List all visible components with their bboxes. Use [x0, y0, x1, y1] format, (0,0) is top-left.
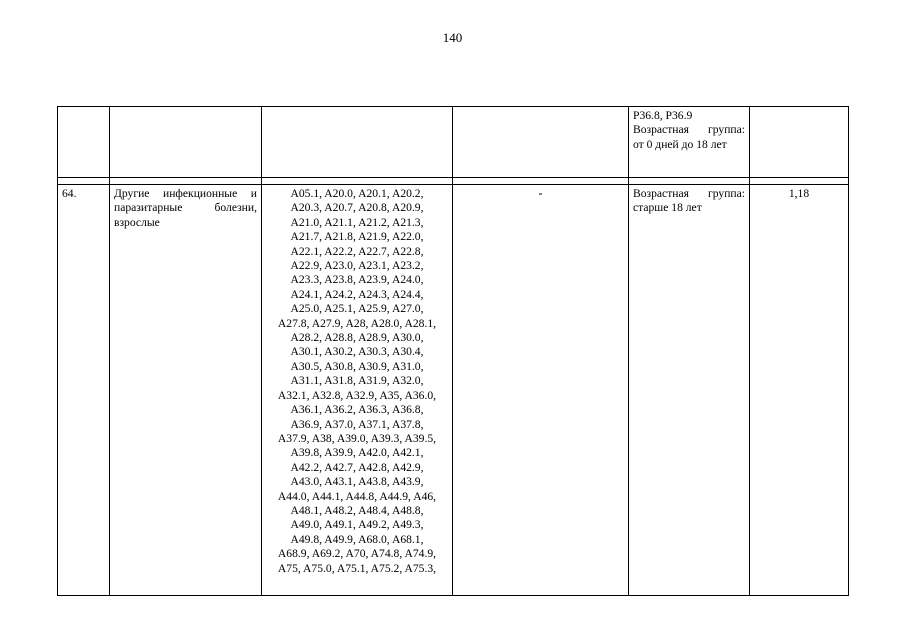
icd-code-line: A68.9, A69.2, A70, A74.8, A74.9,	[277, 547, 437, 561]
cell-procedure	[453, 107, 629, 178]
table-row-64	[58, 185, 849, 596]
cell-number	[58, 107, 110, 178]
icd-code-line: A42.2, A42.7, A42.8, A42.9,	[290, 460, 424, 474]
icd-code-line: A21.7, A21.8, A21.9, A22.0,	[290, 230, 424, 244]
icd-code-line: A22.9, A23.0, A23.1, A23.2,	[290, 259, 424, 273]
icd-code-line: A37.9, A38, A39.0, A39.3, A39.5,	[277, 431, 437, 445]
cell-age-criteria	[629, 107, 750, 178]
procedure-code: -	[453, 185, 629, 596]
icd-code-line: A25.0, A25.1, A25.9, A27.0,	[290, 302, 424, 316]
icd-code-line: A32.1, A32.8, A32.9, A35, A36.0,	[277, 388, 437, 402]
icd-code-line: A23.3, A23.8, A23.9, A24.0,	[290, 273, 424, 287]
age-group-value: старше 18 лет	[633, 201, 702, 215]
age-criteria	[629, 185, 750, 596]
icd-code-line: A75, A75.0, A75.1, A75.2, A75.3,	[277, 561, 437, 575]
icd-code-line: A36.1, A36.2, A36.3, A36.8,	[290, 403, 424, 417]
tariff-table	[57, 106, 849, 596]
icd-code-line: A30.1, A30.2, A30.3, A30.4,	[290, 345, 424, 359]
icd-code-line: A28.2, A28.8, A28.9, A30.0,	[290, 331, 424, 345]
icd-code-line: A49.8, A49.9, A68.0, A68.1,	[290, 532, 424, 546]
icd-code-line: A43.0, A43.1, A43.8, A43.9,	[290, 475, 424, 489]
coefficient: 1,18	[750, 185, 849, 596]
cell-coefficient	[750, 107, 849, 178]
row-separator	[58, 178, 849, 185]
page-number: 140	[442, 30, 463, 45]
group-name: Другие инфекционные и паразитарные болезни, взрослые	[110, 185, 262, 596]
age-group-value: от 0 дней до 18 лет	[633, 137, 727, 151]
age-group-label: Возрастная группа:	[633, 187, 745, 200]
icd-code-line: A44.0, A44.1, A44.8, A44.9, A46,	[277, 489, 437, 503]
icd-code-line: A20.3, A20.7, A20.8, A20.9,	[290, 201, 424, 215]
icd-code-line: A31.1, A31.8, A31.9, A32.0,	[290, 374, 424, 388]
age-group-label: Возрастная группа:	[633, 123, 745, 137]
table-row-continued	[58, 107, 849, 178]
icd-code-line: A30.5, A30.8, A30.9, A31.0,	[290, 359, 424, 373]
icd-code-line: A39.8, A39.9, A42.0, A42.1,	[290, 446, 424, 460]
icd-code-line: A48.1, A48.2, A48.4, A48.8,	[290, 503, 424, 517]
icd-code-line: A05.1, A20.0, A20.1, A20.2,	[290, 187, 424, 200]
icd-code-line: A27.8, A27.9, A28, A28.0, A28.1,	[277, 316, 437, 330]
icd-codes	[262, 185, 453, 596]
cell-name	[110, 107, 262, 178]
icd-code-line: A21.0, A21.1, A21.2, A21.3,	[290, 215, 424, 229]
icd-code-line: A22.1, A22.2, A22.7, A22.8,	[290, 244, 424, 258]
icd-code-line: A36.9, A37.0, A37.1, A37.8,	[290, 417, 424, 431]
age-codes: P36.8, P36.9	[633, 109, 693, 122]
cell-codes	[262, 107, 453, 178]
icd-code-line: A49.0, A49.1, A49.2, A49.3,	[290, 518, 424, 532]
row-number: 64.	[58, 185, 110, 596]
icd-code-line: A24.1, A24.2, A24.3, A24.4,	[290, 287, 424, 301]
